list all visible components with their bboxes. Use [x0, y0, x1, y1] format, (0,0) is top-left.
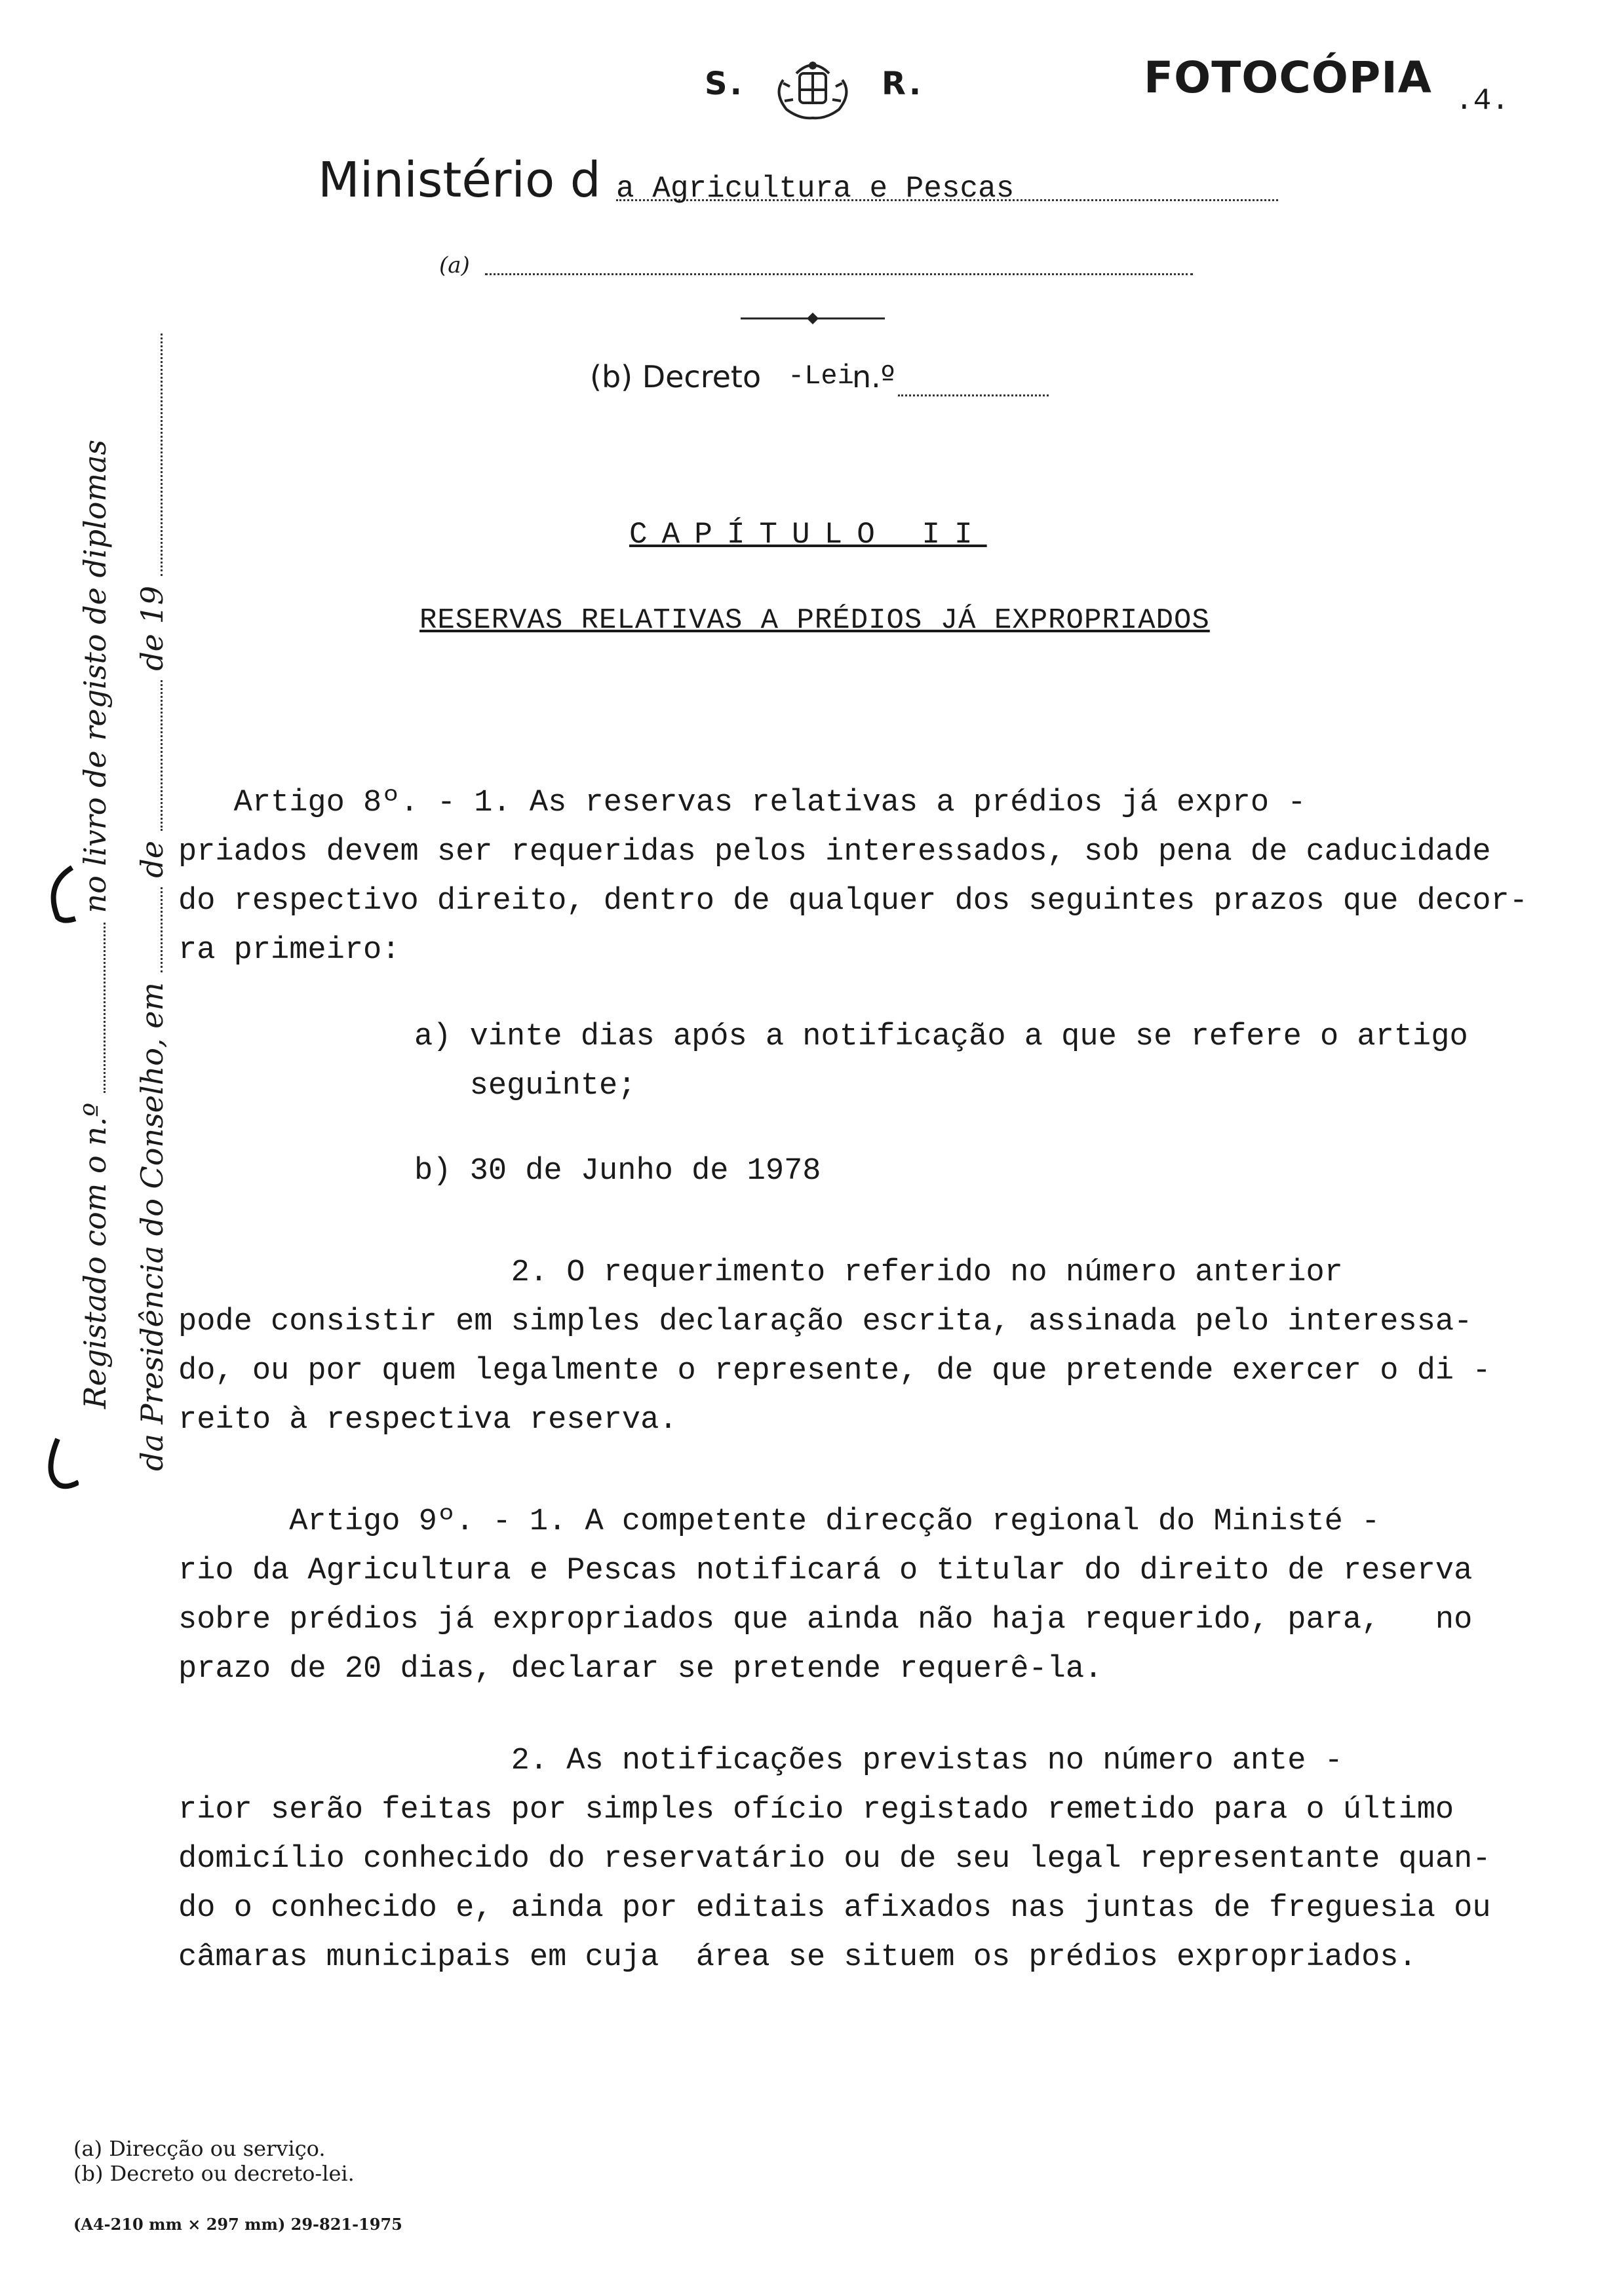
- chapter-title: CAPÍTULO II: [629, 518, 987, 552]
- text-line: rior serão feitas por simples ofício registado remetido para o último: [178, 1793, 1454, 1827]
- text-line: 2. O requerimento referido no número anterior: [178, 1255, 1343, 1290]
- text-line: seguinte;: [414, 1069, 636, 1103]
- text-line: Artigo 9º. - 1. A competente direcção regional do Ministé -: [178, 1504, 1380, 1539]
- header-r-letter: R.: [882, 66, 924, 102]
- footnote-a: (a) Direcção ou serviço.: [73, 2136, 326, 2161]
- text-line: prazo de 20 dias, declarar se pretende requerê-la.: [178, 1652, 1103, 1687]
- text-line: Artigo 8º. - 1. As reservas relativas a prédios já expro -: [178, 786, 1306, 820]
- decree-type: -Lei: [788, 360, 854, 392]
- text-line: priados devem ser requeridas pelos interessados, sob pena de caducidade: [178, 835, 1491, 870]
- margin-de-label: de: [134, 841, 170, 878]
- coat-of-arms-icon: [770, 54, 855, 126]
- service-line: [439, 252, 1193, 278]
- text-line: sobre prédios já expropriados que ainda não haja requerido, para, no: [178, 1603, 1473, 1637]
- form-code: (A4-210 mm × 297 mm) 29-821-1975: [73, 2215, 402, 2234]
- service-label: (a): [439, 252, 470, 278]
- text-line: 2. As notificações previstas no número ante -: [178, 1744, 1343, 1778]
- margin-council-label: da Presidência do Conselho, em: [134, 982, 170, 1471]
- margin-bracket-bottom-icon: [39, 1435, 79, 1494]
- decree-label: (b) Decreto: [590, 359, 762, 394]
- ministry-line: [318, 152, 1278, 211]
- footnote-b: (b) Decreto ou decreto-lei.: [73, 2161, 355, 2186]
- decree-number-label: n.º: [852, 359, 895, 394]
- margin-registration-line-2: [134, 334, 170, 1471]
- item-b: [414, 1147, 1594, 1196]
- text-line: pode consistir em simples declaração escrita, assinada pelo interessa-: [178, 1305, 1473, 1339]
- item-a: [414, 1012, 1594, 1111]
- text-line: domicílio conhecido do reservatário ou de seu legal representante quan-: [178, 1842, 1491, 1877]
- margin-year-label: de 19: [134, 585, 170, 671]
- text-line: rio da Agricultura e Pescas notificará o titular do direito de reserva: [178, 1554, 1473, 1588]
- text-line: a) vinte dias após a notificação a que se refere o artigo: [414, 1020, 1468, 1054]
- header-s-letter: S.: [705, 66, 745, 102]
- text-line: reito à respectiva reserva.: [178, 1403, 678, 1438]
- ornament-divider: [741, 312, 885, 325]
- fotocopia-stamp: FOTOCÓPIA: [1144, 52, 1432, 103]
- margin-registered-label: Registado com o n.º: [77, 1102, 113, 1409]
- ministry-prefix: Ministério d: [318, 152, 601, 208]
- article-8-paragraph-1: [178, 778, 1587, 975]
- margin-book-label: no livro de registo de diplomas: [77, 439, 113, 913]
- page-number: .4.: [1455, 84, 1509, 118]
- margin-registration-line-1: [77, 440, 113, 1409]
- text-line: do respectivo direito, dentro de qualquer dos seguintes prazos que decor-: [178, 884, 1528, 919]
- text-line: ra primeiro:: [178, 933, 400, 968]
- text-line: do o conhecido e, ainda por editais afixados nas juntas de freguesia ou: [178, 1891, 1491, 1926]
- margin-bracket-top-icon: [39, 865, 79, 924]
- article-9-paragraph-1: [178, 1497, 1587, 1694]
- text-line: b) 30 de Junho de 1978: [414, 1154, 821, 1189]
- text-line: do, ou por quem legalmente o represente, de que pretende exercer o di -: [178, 1354, 1491, 1388]
- decree-line: [590, 359, 1049, 398]
- text-line: câmaras municipais em cuja área se situem os prédios expropriados.: [178, 1940, 1417, 1975]
- ministry-name: a Agricultura e Pescas: [616, 172, 1015, 206]
- chapter-heading: RESERVAS RELATIVAS A PRÉDIOS JÁ EXPROPRIADOS: [419, 604, 1210, 637]
- article-8-paragraph-2: [178, 1248, 1587, 1445]
- article-9-paragraph-2: [178, 1736, 1587, 1982]
